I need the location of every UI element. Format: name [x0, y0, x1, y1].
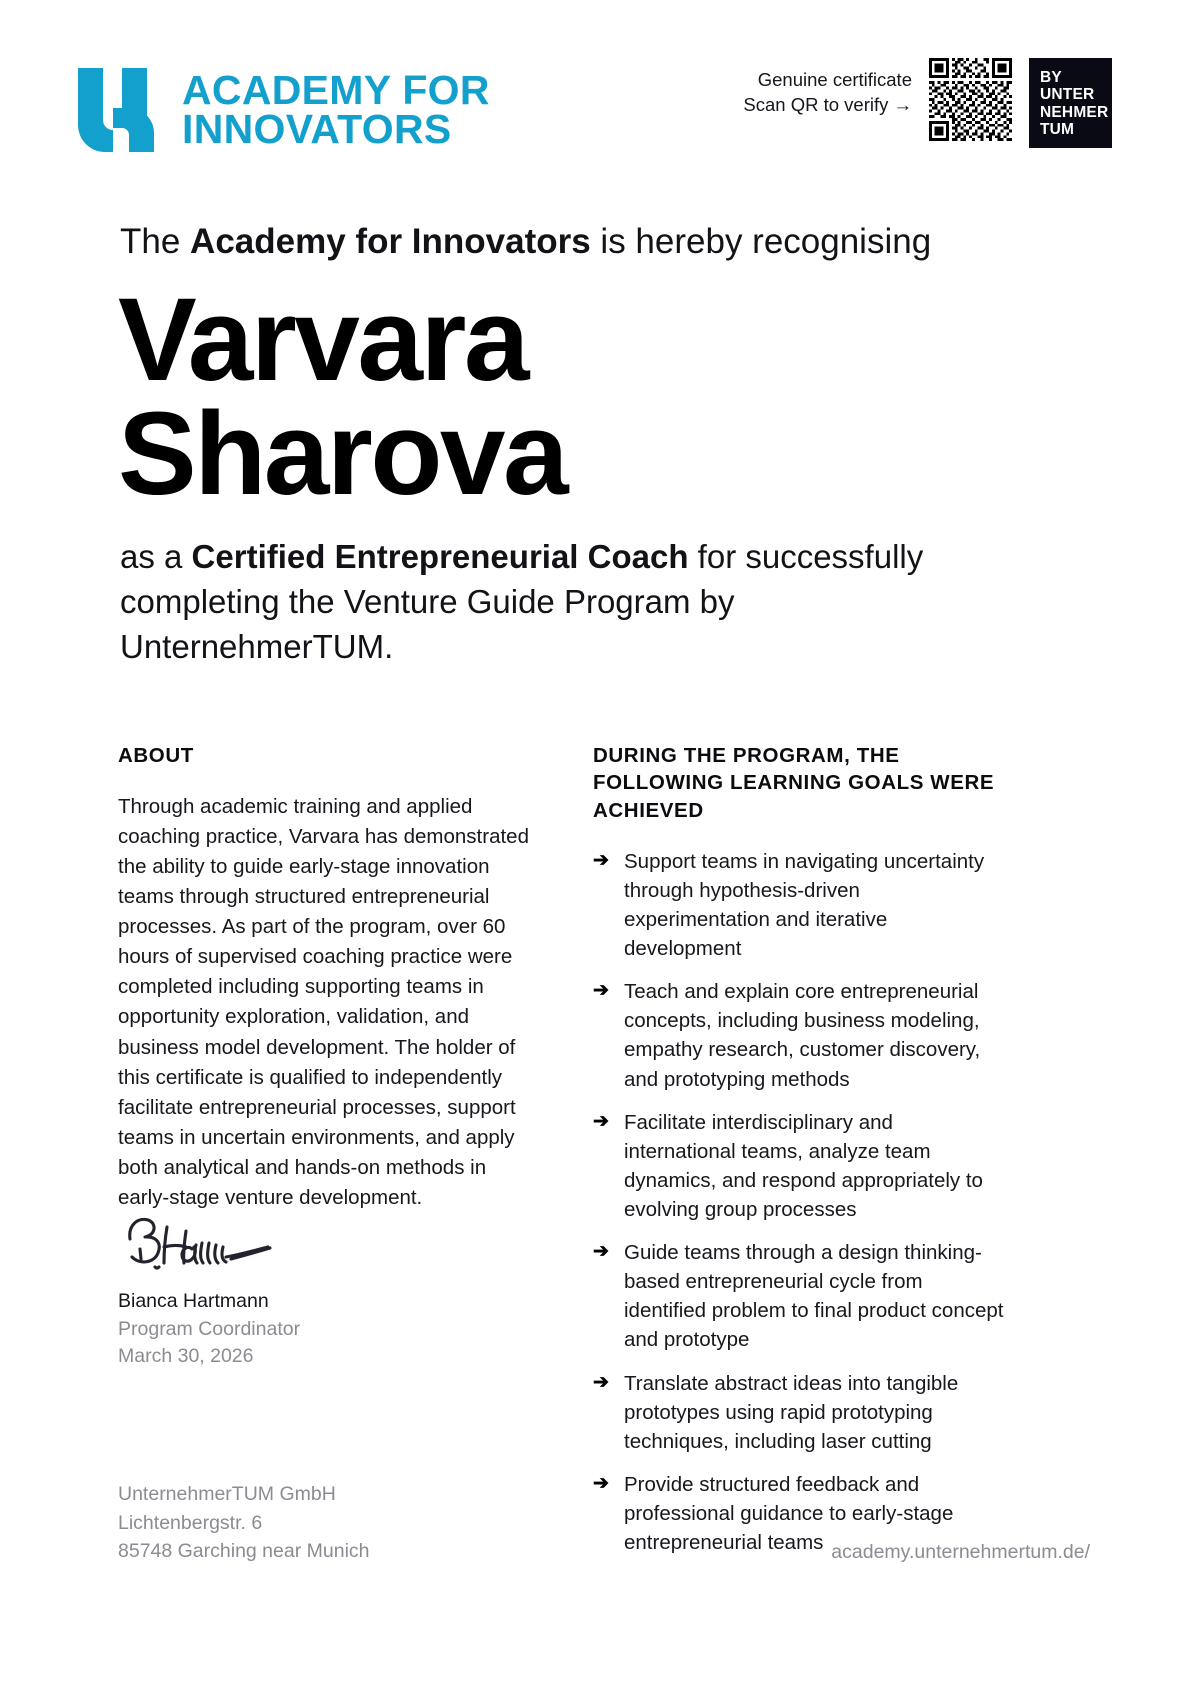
academy-for-innovators-mark — [76, 66, 162, 154]
list-item-label: Support teams in navigating uncertainty through hypothesis-driven experimentation and iterative development — [624, 849, 985, 961]
certificate-header — [76, 58, 1112, 166]
list-item-label: Teach and explain core entrepreneurial concepts, including business modeling, empathy research, customer discovery, and prototyping methods — [624, 980, 981, 1091]
recipient-name — [118, 274, 1090, 521]
learning-goals-list — [593, 847, 1008, 1557]
list-item — [593, 1238, 1008, 1354]
signature-block — [118, 1205, 538, 1371]
arrow-right-icon: ➔ — [593, 1472, 609, 1494]
arrow-right-icon: ➔ — [593, 1110, 609, 1132]
recipient-last-name: Sharova — [118, 388, 567, 521]
arrow-right-icon: ➔ — [593, 1241, 609, 1263]
signatory-role: Program Coordinator — [118, 1317, 301, 1340]
content-columns — [118, 742, 1090, 1571]
unternehmertum-partner-badge — [1029, 58, 1112, 148]
role-title: Certified Entrepreneurial Coach — [191, 538, 689, 575]
list-item — [593, 977, 1008, 1093]
brand-wordmark — [182, 67, 490, 152]
verify-instructions — [743, 58, 912, 118]
brand-line-1: ACADEMY FOR — [182, 67, 490, 114]
signatory-name: Bianca Hartmann — [118, 1290, 269, 1312]
recognition-prefix: The — [120, 222, 191, 261]
recipient-first-name: Varvara — [118, 274, 528, 406]
verify-line-2: Scan QR to verify → — [743, 93, 912, 115]
badge-line-4: TUM — [1040, 121, 1075, 139]
recognition-suffix: is hereby recognising — [590, 222, 932, 261]
list-item — [593, 847, 1008, 963]
address-line-1: UnternehmerTUM GmbH — [118, 1483, 336, 1506]
list-item-label: Facilitate interdisciplinary and international teams, analyze team dynamics, and respond appropriately to evolving group processes — [624, 1110, 983, 1221]
certificate-footer — [118, 1480, 1090, 1566]
list-item-label: Guide teams through a design thinking-based entrepreneurial cycle from identified problem to final product concept and prototype — [624, 1241, 1004, 1352]
list-item-label: Provide structured feedback and professional guidance to early-stage entrepreneurial teams — [624, 1472, 954, 1555]
about-text: Through academic training and applied coaching practice, Varvara has demonstrated the ability to guide early-stage innovation teams through structured entrepreneurial processes. As part of the program, over 60 hours of supervised coaching practice were completed including supporting teams in opportunity exploration, validation, and business model development. The holder of this certificate is qualified to independently facilitate entrepreneurial processes, support teams in uncertain environments, and apply both analytical and hands-on methods in early-stage venture development. — [118, 795, 529, 1209]
learning-goals-heading: DURING THE PROGRAM, THE FOLLOWING LEARNING GOALS WERE ACHIEVED — [593, 744, 995, 822]
list-item — [593, 1369, 1008, 1456]
issue-date: March 30, 2026 — [118, 1345, 254, 1368]
about-heading: ABOUT — [118, 744, 194, 767]
role-suffix: for successfully completing the Venture Guide Program by UnternehmerTUM. — [120, 538, 924, 665]
brand-line-2: INNOVATORS — [182, 106, 452, 152]
list-item-label: Translate abstract ideas into tangible prototypes using rapid prototyping techniques, including laser cutting — [624, 1371, 959, 1453]
website-link[interactable]: academy.unternehmertum.de/ — [831, 1541, 1090, 1563]
handwritten-signature — [118, 1264, 333, 1281]
badge-line-3: NEHMER — [1040, 103, 1109, 121]
about-column — [118, 742, 536, 1571]
arrow-right-icon: ➔ — [593, 849, 609, 871]
badge-line-2: UNTER — [1040, 86, 1095, 104]
verify-line-1: Genuine certificate — [757, 69, 912, 90]
learning-goals-column — [593, 742, 1008, 1571]
academy-for-innovators-logo — [76, 66, 490, 154]
arrow-right-icon: ➔ — [593, 980, 609, 1002]
address-line-2: Lichtenbergstr. 6 — [118, 1511, 263, 1534]
verification-block — [743, 58, 1112, 148]
role-prefix: as a — [120, 538, 192, 575]
address-line-3: 85748 Garching near Munich — [118, 1540, 370, 1563]
badge-line-1: BY — [1040, 69, 1062, 86]
list-item — [593, 1108, 1008, 1224]
issuer-address — [118, 1480, 370, 1566]
recognition-line — [120, 220, 1070, 264]
credential-statement — [120, 535, 980, 670]
verification-qr-code[interactable] — [929, 58, 1012, 141]
recognition-brand: Academy for Innovators — [190, 222, 591, 261]
arrow-right-icon: ➔ — [593, 1371, 609, 1393]
